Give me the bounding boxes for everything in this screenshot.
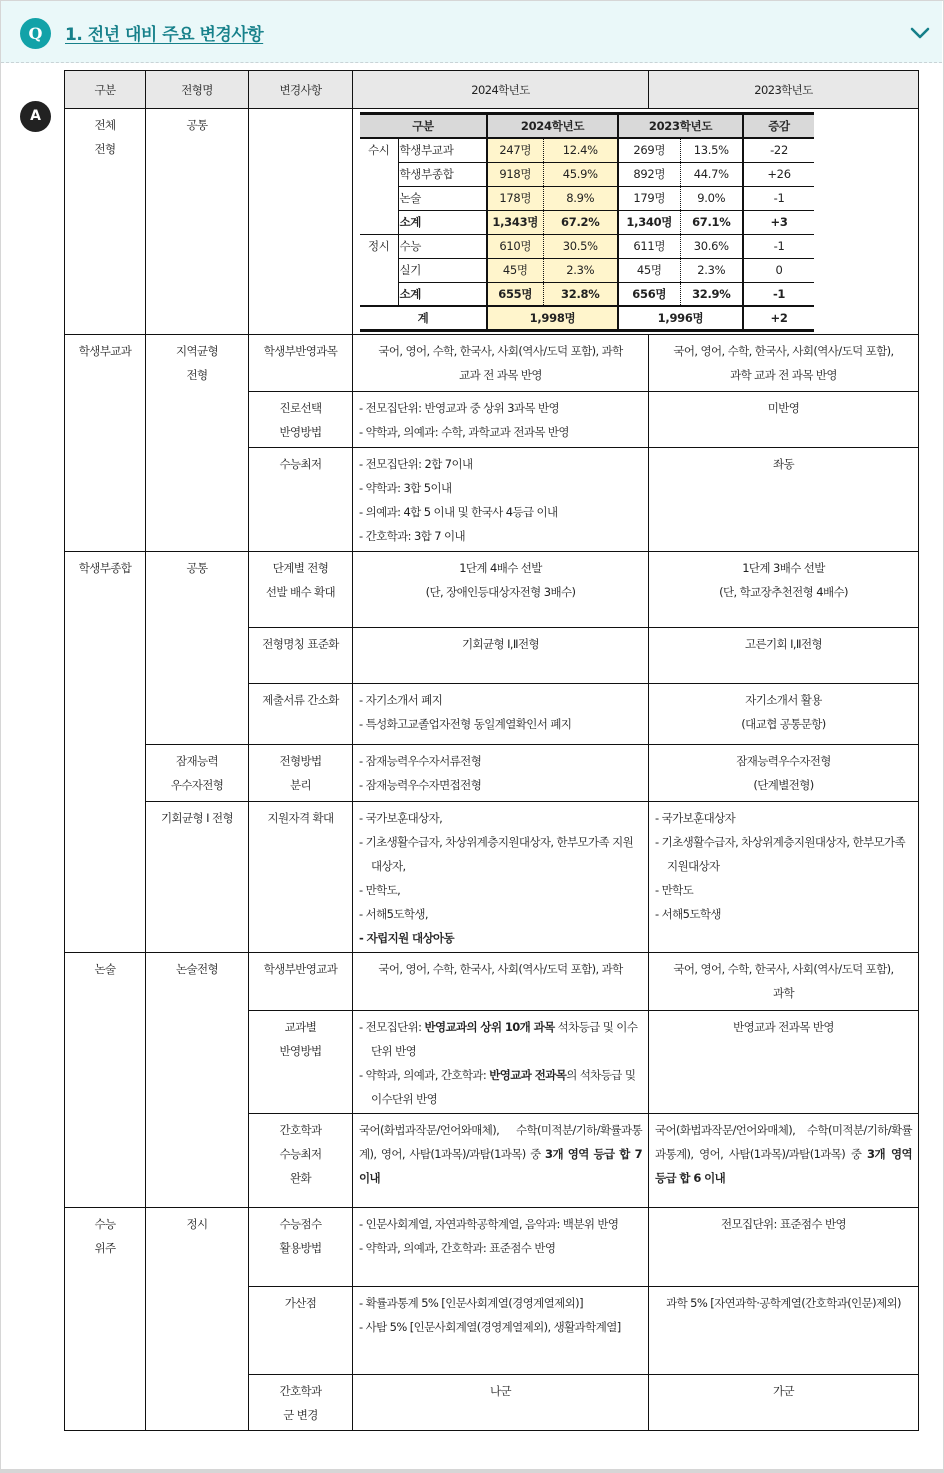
col-header-2023: 2023학년도 bbox=[649, 71, 919, 109]
value-2024 bbox=[353, 1208, 649, 1287]
count-2023: 656명 bbox=[618, 282, 680, 306]
value-2024 bbox=[353, 552, 649, 628]
text-line: 군 변경 bbox=[283, 1408, 318, 1422]
text-line: - 국가보훈대상자 bbox=[655, 811, 736, 825]
value-2023 bbox=[649, 335, 919, 392]
text-line: - 간호학과: 3합 7 이내 bbox=[359, 529, 466, 543]
text-line: 진로선택 bbox=[279, 401, 322, 415]
col-header-2024: 2024학년도 bbox=[353, 71, 649, 109]
summary-header: 2023학년도 bbox=[618, 114, 743, 139]
text-line: - 기초생활수급자, 차상위계층지원대상자, 한부모가족 지원대상자, bbox=[359, 835, 634, 873]
text-line: 과학 교과 전 과목 반영 bbox=[730, 368, 837, 382]
text-line: - 기초생활수급자, 차상위계층지원대상자, 한부모가족지원대상자 bbox=[655, 835, 906, 873]
text-line: - 확률과통계 5% [인문사회계열(경영계열제외)] bbox=[359, 1296, 583, 1310]
category-cell: 논술 bbox=[65, 953, 146, 1208]
text-line bbox=[359, 1015, 642, 1063]
table-row bbox=[65, 953, 919, 1011]
count-2024: 1,343명 bbox=[487, 210, 543, 234]
row-label: 수능 bbox=[398, 234, 487, 258]
text-line: - 의예과: 4합 5 이내 및 한국사 4등급 이내 bbox=[359, 505, 558, 519]
value-2023: 전모집단위: 표준점수 반영 bbox=[649, 1208, 919, 1287]
count-2024: 655명 bbox=[487, 282, 543, 306]
type-cell: 논술전형 bbox=[146, 953, 249, 1208]
text-line: 과학 bbox=[772, 986, 795, 1000]
table-row bbox=[65, 335, 919, 392]
category-line: 전체 bbox=[94, 118, 116, 132]
total-2024: 1,998명 bbox=[487, 306, 618, 331]
pct-2024: 45.9% bbox=[543, 162, 618, 186]
row-label: 논술 bbox=[398, 186, 487, 210]
value-2023 bbox=[649, 802, 919, 953]
table-header-row bbox=[65, 71, 919, 109]
summary-row bbox=[360, 186, 814, 210]
answer-badge: A bbox=[20, 101, 51, 132]
type-cell: 공통 bbox=[146, 109, 249, 335]
value-2024 bbox=[353, 1287, 649, 1375]
summary-total-row bbox=[360, 306, 814, 331]
type-cell: 공통 bbox=[146, 552, 249, 745]
value-2023 bbox=[649, 552, 919, 628]
category-cell bbox=[65, 109, 146, 335]
count-2023: 179명 bbox=[618, 186, 680, 210]
text-line: - 사탐 5% [인문사회계열(경영계열제외), 생활과학계열] bbox=[359, 1320, 621, 1334]
type-cell bbox=[146, 745, 249, 802]
text-line bbox=[359, 1063, 642, 1111]
text-line: 단계별 전형 bbox=[272, 561, 329, 575]
text-span: 의 석차등급 및 이수단위 반영 bbox=[371, 1068, 636, 1106]
text-line: - 국가보훈대상자, bbox=[359, 811, 443, 825]
value-2024 bbox=[353, 684, 649, 745]
text-line: 1단계 4배수 선발 bbox=[459, 561, 542, 575]
text-line: (단, 장애인등대상자전형 3배수) bbox=[425, 585, 576, 599]
total-diff: +2 bbox=[743, 306, 814, 331]
text-line: 자기소개서 활용 bbox=[745, 693, 822, 707]
change-cell bbox=[249, 1114, 353, 1208]
summary-subtotal-row bbox=[360, 282, 814, 306]
pct-2024: 32.8% bbox=[543, 282, 618, 306]
pct-2023: 2.3% bbox=[680, 258, 743, 282]
value-2024: 나군 bbox=[353, 1375, 649, 1431]
change-cell bbox=[249, 745, 353, 802]
text-line: 전형방법 bbox=[279, 754, 322, 768]
text-line: - 만학도, bbox=[359, 883, 401, 897]
pct-2024: 30.5% bbox=[543, 234, 618, 258]
value-2023 bbox=[649, 745, 919, 802]
change-cell: 전형명칭 표준화 bbox=[249, 628, 353, 684]
value-2024 bbox=[353, 1011, 649, 1114]
table-row bbox=[65, 1208, 919, 1287]
value-2023 bbox=[649, 684, 919, 745]
col-header-category: 구분 bbox=[65, 71, 146, 109]
summary-row bbox=[360, 234, 814, 258]
text-line: (단, 학교장추천전형 4배수) bbox=[719, 585, 848, 599]
value-2024 bbox=[353, 1114, 649, 1208]
text-line: 선발 배수 확대 bbox=[265, 585, 336, 599]
row-label: 실기 bbox=[398, 258, 487, 282]
total-2023: 1,996명 bbox=[618, 306, 743, 331]
text-span: - 전모집단위: bbox=[359, 1020, 425, 1034]
text-line: 잠재능력우수자전형 bbox=[736, 754, 831, 768]
pct-2023: 30.6% bbox=[680, 234, 743, 258]
diff: +3 bbox=[770, 215, 788, 229]
pct-2024: 12.4% bbox=[543, 138, 618, 162]
text-line: 교과 전 과목 반영 bbox=[459, 368, 542, 382]
type-line: 지역균형 bbox=[175, 344, 219, 358]
table-row bbox=[65, 745, 919, 802]
pct-2023: 44.7% bbox=[680, 162, 743, 186]
value-2023: 좌동 bbox=[649, 448, 919, 552]
value-2024: 기회균형 Ⅰ,Ⅱ전형 bbox=[353, 628, 649, 684]
text-line: 1단계 3배수 선발 bbox=[742, 561, 825, 575]
category-cell bbox=[65, 1208, 146, 1431]
row-label: 학생부교과 bbox=[398, 138, 487, 162]
diff: -1 bbox=[772, 286, 786, 301]
text-line: - 약학과: 3합 5이내 bbox=[359, 481, 452, 495]
text-line: - 서해5도학생, bbox=[359, 907, 428, 921]
text-line: - 약학과, 의예과: 수학, 과학교과 전과목 반영 bbox=[359, 425, 569, 439]
bold-span: 3개 영역 등급 합 6 이내 bbox=[655, 1147, 912, 1185]
text-line: 잠재능력 bbox=[175, 754, 219, 768]
question-header[interactable] bbox=[1, 1, 942, 63]
value-2023 bbox=[649, 1114, 919, 1208]
type-cell bbox=[146, 335, 249, 552]
diff: -22 bbox=[743, 138, 814, 162]
diff: -1 bbox=[743, 186, 814, 210]
changes-table bbox=[64, 70, 919, 1431]
chevron-down-icon[interactable] bbox=[909, 24, 931, 42]
value-2023 bbox=[649, 953, 919, 1011]
table-row bbox=[65, 802, 919, 953]
pct-2024: 2.3% bbox=[543, 258, 618, 282]
pct-2023: 32.9% bbox=[680, 282, 743, 306]
text-line: 수능최저 bbox=[279, 1147, 322, 1161]
value-2023: 과학 5% [자연과학·공학계열(간호학과(인문)제외) bbox=[649, 1287, 919, 1375]
change-cell: 지원자격 확대 bbox=[249, 802, 353, 953]
group-label: 수시 bbox=[367, 143, 390, 157]
text-line: - 자립지원 대상아동 bbox=[359, 931, 455, 945]
text-line: 분리 bbox=[289, 778, 312, 792]
bold-span: 3개 영역 등급 합 7 이내 bbox=[359, 1147, 642, 1185]
summary-header: 2024학년도 bbox=[487, 114, 618, 139]
type-line: 전형 bbox=[186, 368, 208, 382]
diff: -1 bbox=[743, 234, 814, 258]
text-line: (대교협 공통문항) bbox=[741, 717, 826, 731]
change-cell bbox=[249, 392, 353, 448]
value-2024 bbox=[353, 745, 649, 802]
value-2024 bbox=[353, 802, 649, 953]
count-2023: 1,340명 bbox=[618, 210, 680, 234]
row-label: 소계 bbox=[398, 210, 487, 234]
text-line: - 서해5도학생 bbox=[655, 907, 721, 921]
col-header-type: 전형명 bbox=[146, 71, 249, 109]
type-cell: 기회균형 Ⅰ 전형 bbox=[146, 802, 249, 953]
summary-header: 구분 bbox=[360, 114, 487, 139]
change-cell: 학생부반영과목 bbox=[249, 335, 353, 392]
text-line: 위주 bbox=[94, 1241, 116, 1255]
category-cell: 학생부종합 bbox=[65, 552, 146, 953]
diff: 0 bbox=[743, 258, 814, 282]
count-2023: 45명 bbox=[618, 258, 680, 282]
summary-header-row bbox=[360, 114, 814, 139]
text-span: 국어(화법과작문/언어와매체), 수학(미적분/기하/확률과통계), 영어, 사탐(1과목)/과탐(1과목) 중 bbox=[359, 1123, 642, 1161]
value-2023: 가군 bbox=[649, 1375, 919, 1431]
text-line: 완화 bbox=[289, 1171, 312, 1185]
text-line: 반영방법 bbox=[279, 425, 322, 439]
count-2023: 892명 bbox=[618, 162, 680, 186]
value-2023: 고른기회 Ⅰ,Ⅱ전형 bbox=[649, 628, 919, 684]
change-cell bbox=[249, 552, 353, 628]
change-cell bbox=[249, 109, 353, 335]
pct-2023: 67.1% bbox=[680, 210, 743, 234]
change-cell: 수능최저 bbox=[249, 448, 353, 552]
text-line: - 특성화고교졸업자전형 동일계열확인서 폐지 bbox=[359, 717, 572, 731]
text-line: 국어, 영어, 수학, 한국사, 사회(역사/도덕 포함), 과학 bbox=[378, 344, 623, 358]
pct-2023: 13.5% bbox=[680, 138, 743, 162]
count-2023: 269명 bbox=[618, 138, 680, 162]
value-2023: 미반영 bbox=[649, 392, 919, 448]
change-cell bbox=[249, 1208, 353, 1287]
count-2024: 247명 bbox=[487, 138, 543, 162]
text-span: 석차등급 및 이수단위 반영 bbox=[371, 1020, 638, 1058]
text-line: 수능 bbox=[94, 1217, 116, 1231]
change-cell: 가산점 bbox=[249, 1287, 353, 1375]
text-line: 간호학과 bbox=[279, 1384, 322, 1398]
table-row bbox=[65, 552, 919, 628]
text-line: - 전모집단위: 반영교과 중 상위 3과목 반영 bbox=[359, 401, 560, 415]
text-line: 국어, 영어, 수학, 한국사, 사회(역사/도덕 포함), bbox=[673, 962, 894, 976]
pct-2023: 9.0% bbox=[680, 186, 743, 210]
value-2024 bbox=[353, 392, 649, 448]
pct-2024: 67.2% bbox=[543, 210, 618, 234]
change-cell bbox=[249, 1375, 353, 1431]
change-cell bbox=[249, 1011, 353, 1114]
category-cell: 학생부교과 bbox=[65, 335, 146, 552]
row-label: 학생부종합 bbox=[398, 162, 487, 186]
text-line: 활용방법 bbox=[279, 1241, 322, 1255]
text-line: 우수자전형 bbox=[170, 778, 224, 792]
bold-span: 반영교과의 상위 10개 과목 bbox=[424, 1020, 555, 1034]
summary-cell bbox=[353, 109, 919, 335]
text-line: - 잠재능력우수자면접전형 bbox=[359, 778, 482, 792]
count-2024: 45명 bbox=[487, 258, 543, 282]
summary-row bbox=[360, 138, 814, 162]
text-line: 국어, 영어, 수학, 한국사, 사회(역사/도덕 포함), bbox=[673, 344, 894, 358]
count-2024: 610명 bbox=[487, 234, 543, 258]
type-cell: 정시 bbox=[146, 1208, 249, 1431]
summary-row bbox=[360, 258, 814, 282]
text-line: 수능점수 bbox=[279, 1217, 322, 1231]
question-title[interactable]: 1. 전년 대비 주요 변경사항 bbox=[65, 25, 264, 45]
row-label: 소계 bbox=[398, 282, 487, 306]
table-row bbox=[65, 109, 919, 335]
text-line: 교과별 bbox=[284, 1020, 317, 1034]
value-2024 bbox=[353, 448, 649, 552]
count-2024: 918명 bbox=[487, 162, 543, 186]
text-line: 간호학과 bbox=[279, 1123, 322, 1137]
bold-span: 반영교과 전과목 bbox=[489, 1068, 567, 1082]
change-cell: 학생부반영교과 bbox=[249, 953, 353, 1011]
summary-header: 증감 bbox=[743, 114, 814, 139]
summary-subtotal-row bbox=[360, 210, 814, 234]
question-badge: Q bbox=[20, 18, 51, 49]
text-line: (단계별전형) bbox=[753, 778, 814, 792]
col-header-change: 변경사항 bbox=[249, 71, 353, 109]
summary-row bbox=[360, 162, 814, 186]
text-line: - 만학도 bbox=[655, 883, 694, 897]
text-line: - 약학과, 의예과, 간호학과: 표준점수 반영 bbox=[359, 1241, 556, 1255]
quota-summary-table bbox=[360, 112, 814, 332]
value-2024 bbox=[353, 335, 649, 392]
pct-2024: 8.9% bbox=[543, 186, 618, 210]
change-cell: 제출서류 간소화 bbox=[249, 684, 353, 745]
text-line: - 자기소개서 폐지 bbox=[359, 693, 443, 707]
count-2024: 178명 bbox=[487, 186, 543, 210]
total-label: 계 bbox=[360, 306, 487, 331]
text-line: - 전모집단위: 2합 7이내 bbox=[359, 457, 473, 471]
text-line: 반영방법 bbox=[279, 1044, 322, 1058]
category-line: 전형 bbox=[94, 142, 116, 156]
text-line: - 인문사회계열, 자연과학공학계열, 음악과: 백분위 반영 bbox=[359, 1217, 619, 1231]
diff: +26 bbox=[743, 162, 814, 186]
text-span: 국어(화법과작문/언어와매체), 수학(미적분/기하/확률과통계), 영어, 사탐(1과목)/과탐(1과목) 중 bbox=[655, 1123, 912, 1161]
text-span: - 약학과, 의예과, 간호학과: bbox=[359, 1068, 490, 1082]
group-label: 정시 bbox=[367, 238, 390, 253]
value-2024: 국어, 영어, 수학, 한국사, 사회(역사/도덕 포함), 과학 bbox=[353, 953, 649, 1011]
text-line: - 잠재능력우수자서류전형 bbox=[359, 754, 482, 768]
value-2023: 반영교과 전과목 반영 bbox=[649, 1011, 919, 1114]
count-2023: 611명 bbox=[618, 234, 680, 258]
